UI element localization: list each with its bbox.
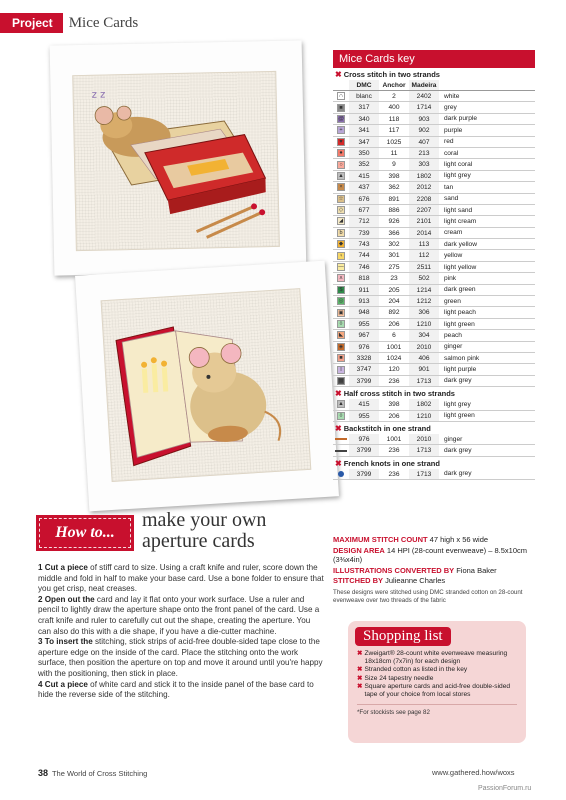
madeira-code: 902 [409,125,439,135]
stitch-symbol-icon: ▣ [338,309,344,316]
key-section-title [333,387,535,399]
shopping-item-text: Zweigart® 28-count white evenweave measuring 18x18cm (7x7in) for each design [364,650,508,666]
section-tab: Project [0,13,63,33]
dmc-code: 352 [349,159,379,169]
dmc-code: 3799 [349,469,379,479]
madeira-code: 1713 [409,376,439,386]
madeira-code: 113 [409,239,439,249]
stitch-symbol-icon: ◊ [337,320,345,328]
key-row [333,239,535,250]
key-row [333,194,535,205]
french-knot-icon [338,471,344,477]
symbol-cell [333,149,349,157]
dmc-code: 746 [349,262,379,272]
anchor-code: 118 [388,115,400,123]
dmc-code: 976 [349,434,379,444]
stitch-count-label: MAXIMUM STITCH COUNT [333,535,428,544]
key-row [333,296,535,307]
anchor-code: 398 [388,401,400,409]
how-to-badge [36,515,134,551]
dmc-code: 911 [349,285,379,295]
thread-name: pink [444,274,457,282]
key-row [333,364,535,375]
key-section-label: Half cross stitch in two strands [343,389,455,399]
anchor-code: 23 [390,275,398,283]
stitch-symbol-icon: $ [337,286,345,294]
symbol-cell [333,126,349,134]
thread-name: purple [444,126,463,134]
thread-name: coral [444,149,459,157]
key-row [333,376,535,387]
madeira-code: 502 [409,273,439,283]
madeira-code: 406 [409,353,439,363]
thread-name: grey [444,104,457,112]
thread-name: light peach [444,309,476,317]
dmc-code: 712 [349,216,379,226]
thread-name: light green [444,412,475,420]
stitched-label: STITCHED BY [333,576,384,585]
symbol-cell [333,217,349,225]
shopping-item [357,675,517,683]
stitch-symbol-icon: ▲ [338,401,344,408]
key-row [333,91,535,102]
madeira-code: 2208 [409,194,439,204]
symbol-cell [333,471,349,477]
thread-name: yellow [444,252,463,260]
anchor-code: 236 [388,377,400,385]
thread-name: light green [444,320,475,328]
symbol-cell [333,286,349,294]
madeira-code: 2402 [409,91,439,101]
madeira-code: 1713 [409,445,439,455]
dmc-code: 743 [349,239,379,249]
thread-name: light grey [444,172,471,180]
thread-name: dark grey [444,470,472,478]
dmc-code: 3799 [349,376,379,386]
key-row [333,228,535,239]
thread-name: dark yellow [444,240,477,248]
symbol-cell [333,183,349,191]
card-photo-matchbox [50,40,307,275]
key-row [333,137,535,148]
madeira-code: 2012 [409,182,439,192]
card-photo-book [75,261,339,512]
dmc-code: 350 [349,148,379,158]
symbol-cell [333,309,349,317]
converted-by: Fiona Baker [456,565,497,575]
key-row [333,469,535,480]
stitch-symbol-icon: ◢ [338,218,344,225]
key-row [333,114,535,125]
key-section-title [333,457,535,469]
thread-name: ginger [444,343,463,351]
symbol-cell [333,240,349,248]
cross-icon: ✖ [335,389,342,399]
madeira-code: 2207 [409,205,439,215]
madeira-code: 1214 [409,285,439,295]
anchor-code: 117 [388,127,400,135]
column-header: Anchor [382,82,406,89]
symbol-cell [333,354,349,362]
dmc-code: 676 [349,194,379,204]
anchor-code: 926 [388,218,400,226]
shopping-list [348,621,526,743]
thread-name: peach [444,331,462,339]
mice-cards-key [333,50,535,480]
dmc-code: 967 [349,330,379,340]
anchor-code: 1025 [386,138,402,146]
key-row [333,171,535,182]
key-row [333,434,535,445]
key-row [333,319,535,330]
how-to-label: How to... [55,524,115,541]
thread-name: dark green [444,286,476,294]
dmc-code: 744 [349,250,379,260]
madeira-code: 303 [409,159,439,169]
cross-icon: ✖ [357,666,363,674]
key-row [333,273,535,284]
magazine-name: The World of Cross Stitching [51,769,148,778]
shopping-item [357,666,517,674]
anchor-code: 400 [388,104,400,112]
key-row [333,262,535,273]
anchor-code: 892 [388,309,400,317]
anchor-code: 9 [392,161,396,169]
stitch-symbol-icon: @ [338,115,344,122]
stitch-symbol-icon: b [337,229,345,237]
key-row [333,250,535,261]
thread-name: dark purple [444,115,477,123]
stitch-symbol-icon: + [337,126,345,134]
stitch-symbol-icon: ♀ [338,252,344,259]
anchor-code: 886 [388,206,400,214]
key-section-label: Backstitch in one strand [343,423,431,433]
thread-name: salmon pink [444,354,480,362]
anchor-code: 120 [388,366,400,374]
symbol-cell [333,412,349,420]
key-section-label: Cross stitch in two strands [343,70,440,79]
madeira-code: 2101 [409,216,439,226]
key-header-row [333,80,535,91]
step-text: stitching, stick strips of acid-free double-sided tape close to the aperture edge on the inside of the card. Place the stitching onto the work surface, then position the aperture on top and move it around until you're happy with the positioning, then stick in place. [38,637,323,678]
thread-name: cream [444,229,463,237]
madeira-code: 1802 [409,399,439,409]
step-lead: 4 Cut a piece [38,679,88,689]
key-row [333,182,535,193]
anchor-code: 204 [388,298,400,306]
dmc-code: 437 [349,182,379,192]
madeira-code: 1210 [409,319,439,329]
madeira-code: 903 [409,114,439,124]
madeira-code: 213 [409,148,439,158]
key-body [333,68,535,480]
book-mouse-illustration [102,289,312,482]
symbol-cell [333,400,349,408]
footer-url[interactable]: www.gathered.how/woxs [432,768,515,777]
cross-icon: ✖ [335,458,342,468]
dmc-code: 347 [349,137,379,147]
thread-name: light coral [444,161,473,169]
madeira-code: 1714 [409,102,439,112]
dmc-code: 3328 [349,353,379,363]
how-to-title-line2: aperture cards [142,530,255,552]
madeira-code: 901 [409,364,439,374]
anchor-code: 1024 [386,354,402,362]
shopping-item-text: Size 24 tapestry needle [364,674,434,682]
step-lead: 2 Open out the [38,594,95,604]
symbol-cell [333,438,349,440]
cross-icon: ✖ [335,423,342,433]
thread-name: light grey [444,400,471,408]
page-title: Mice Cards [68,14,139,31]
stitch-symbol-icon: ▩ [338,377,344,384]
symbol-cell [333,229,349,237]
symbol-cell [333,320,349,328]
key-section-title [333,68,535,80]
stitch-symbol-icon: ☆ [338,195,344,202]
step-lead: 1 Cut a piece [38,563,88,572]
dmc-code: 317 [349,102,379,112]
how-to-title-line1: make your own [142,509,267,531]
cross-icon: ✖ [357,650,363,657]
cross-icon: ✖ [357,682,363,690]
stitch-symbol-icon: ■ [337,104,345,112]
aperture-window [101,288,312,482]
key-row [333,159,535,170]
stitch-symbol-icon: × [337,183,345,191]
watermark: PassionForum.ru [478,785,532,792]
page-header [0,12,138,34]
symbol-cell [333,366,349,374]
madeira-code: 1212 [409,296,439,306]
dmc-code: 948 [349,307,379,317]
symbol-cell [333,92,349,100]
madeira-code: 407 [409,137,439,147]
key-row [333,411,535,422]
key-row [333,216,535,227]
symbol-cell [333,104,349,112]
how-to-step [38,637,324,679]
design-area-label: DESIGN AREA [333,545,385,555]
stitch-symbol-icon: I [337,366,345,374]
anchor-code: 366 [388,229,400,237]
symbol-cell [333,297,349,305]
dmc-code: 955 [349,411,379,421]
symbol-cell [333,172,349,180]
anchor-code: 362 [388,184,400,192]
dmc-code: 677 [349,205,379,215]
how-to-step [38,680,324,701]
stitch-symbol-icon: ◈ [338,343,344,350]
madeira-code: 2010 [409,342,439,352]
column-header: DMC [349,80,379,90]
anchor-code: 891 [388,195,400,203]
symbol-cell [333,263,349,271]
shopping-item-text: Square aperture cards and acid-free double-sided tape of your choice from local stores [364,682,511,699]
thread-name: ginger [444,435,463,443]
dmc-code: 739 [349,228,379,238]
dmc-code: 3747 [349,364,379,374]
thread-name: dark grey [444,447,472,455]
how-to-step [38,595,324,637]
stitch-symbol-icon: ◣ [338,332,344,339]
anchor-code: 236 [388,470,400,478]
symbol-cell [333,195,349,203]
symbol-cell [333,274,349,282]
stitch-symbol-icon: ■ [337,354,345,362]
madeira-code: 304 [409,330,439,340]
design-area: 14 HPI (28-count evenweave) – 8.5x10cm (3⅜x4in) [333,545,527,564]
thread-name: red [444,138,454,146]
madeira-code: 1802 [409,171,439,181]
anchor-code: 2 [392,93,396,100]
dmc-code: 341 [349,125,379,135]
key-row [333,307,535,318]
stitch-symbol-icon: ● [337,149,345,157]
anchor-code: 302 [388,241,400,249]
dmc-code: 818 [349,273,379,283]
madeira-code: 306 [409,307,439,317]
anchor-code: 1001 [386,343,402,351]
design-info [333,535,538,606]
stitch-symbol-icon: ◊ [337,412,345,420]
stitch-symbol-icon: ◆ [338,241,344,248]
anchor-code: 206 [388,412,400,420]
page-footer [38,768,147,778]
converted-label: ILLUSTRATIONS CONVERTED BY [333,565,455,575]
dmc-code: blanc [349,91,379,101]
how-to-step [38,563,324,595]
symbol-cell [333,138,349,146]
dmc-code: 340 [349,114,379,124]
shopping-items [357,650,517,699]
materials-note: These designs were stitched using DMC stranded cotton on 28-count evenweave over two threads of the fabric [333,588,523,604]
madeira-code: 1713 [409,469,439,479]
symbol-cell [333,252,349,260]
stitch-symbol-icon: ʌ [337,274,345,282]
thread-name: light purple [444,366,477,374]
madeira-code: 2511 [409,262,439,272]
shopping-item-text: Stranded cotton as listed in the key [364,666,468,674]
shopping-item [357,650,517,666]
anchor-code: 301 [388,252,400,260]
thread-name: dark grey [444,377,472,385]
thread-name: tan [444,183,454,191]
anchor-code: 275 [388,263,400,271]
key-section-label: French knots in one strand [343,458,440,468]
thread-name: sand [444,195,459,203]
key-section-title [333,422,535,434]
how-to-title [142,510,266,552]
dmc-code: 415 [349,171,379,181]
key-row [333,353,535,364]
dmc-code: 3799 [349,445,379,455]
madeira-code: 1210 [409,411,439,421]
madeira-code: 2010 [409,434,439,444]
dmc-code: 913 [349,296,379,306]
stitch-count: 47 high x 56 wide [429,535,489,544]
key-row [333,342,535,353]
thread-name: light cream [444,217,477,225]
column-header: Madeira [409,80,439,90]
symbol-cell [333,343,349,351]
thread-name: green [444,297,461,305]
backstitch-line-icon [335,450,347,452]
dmc-code: 955 [349,319,379,329]
anchor-code: 6 [392,332,396,340]
stitch-symbol-icon: ◎ [338,298,344,305]
step-lead: 3 To insert the [38,637,93,647]
stitch-symbol-icon: ♥ [337,138,345,146]
stitch-symbol-icon: ○ [337,161,345,169]
symbol-cell [333,161,349,169]
shopping-item [357,683,517,699]
anchor-code: 236 [388,447,400,455]
key-row [333,148,535,159]
cross-icon: ✖ [357,674,363,682]
thread-name: white [444,92,460,100]
stitch-symbol-icon: ∩ [337,92,345,100]
stockists-note: *For stockists see page 82 [357,704,517,716]
stitch-symbol-icon: ◇ [338,207,344,214]
matchbox-mouse-illustration [73,72,280,251]
dmc-code: 976 [349,342,379,352]
key-row [333,205,535,216]
stitch-symbol-icon: ▲ [338,172,344,179]
symbol-cell [333,377,349,385]
anchor-code: 206 [388,320,400,328]
madeira-code: 112 [409,250,439,260]
anchor-code: 398 [388,172,400,180]
key-title: Mice Cards key [333,50,535,68]
anchor-code: 1001 [386,435,402,443]
how-to-steps [38,563,324,701]
key-row [333,285,535,296]
step-text: of white card and stick it to the inside panel of the base card to hide the reverse side of the stitching. [38,679,314,700]
symbol-cell [333,206,349,214]
step-text: card and lay it flat onto your work surface. Use a ruler and pencil to lightly draw the aperture shape onto the front panel of the card. Use a craft knife and ruler to carefully cut out the shape, creating the aperture. You can also do this with a die shape, if you have a die-cutter machine. [38,594,320,636]
anchor-code: 205 [388,286,400,294]
svg-text:z z: z z [91,89,106,101]
stitched-by: Julieanne Charles [385,576,446,585]
step-text: of stiff card to size. Using a craft knife and ruler, score down the middle and fold in half to make your base card. Use a bone folder to ensure that you get crisp, neat creases. [38,563,324,594]
dmc-code: 415 [349,399,379,409]
key-row [333,102,535,113]
key-row [333,445,535,456]
madeira-code: 2014 [409,228,439,238]
key-row [333,330,535,341]
cross-icon: ✖ [335,70,342,79]
stitch-symbol-icon: — [338,264,344,271]
thread-name: light yellow [444,263,477,271]
symbol-cell [333,331,349,339]
symbol-cell [333,450,349,452]
page-number: 38 [38,768,49,778]
backstitch-line-icon [335,438,347,440]
aperture-window [72,71,280,251]
anchor-code: 11 [390,149,398,157]
symbol-cell [333,115,349,123]
shopping-title: Shopping list [355,627,451,646]
key-row [333,399,535,410]
key-row [333,125,535,136]
thread-name: light sand [444,206,473,214]
